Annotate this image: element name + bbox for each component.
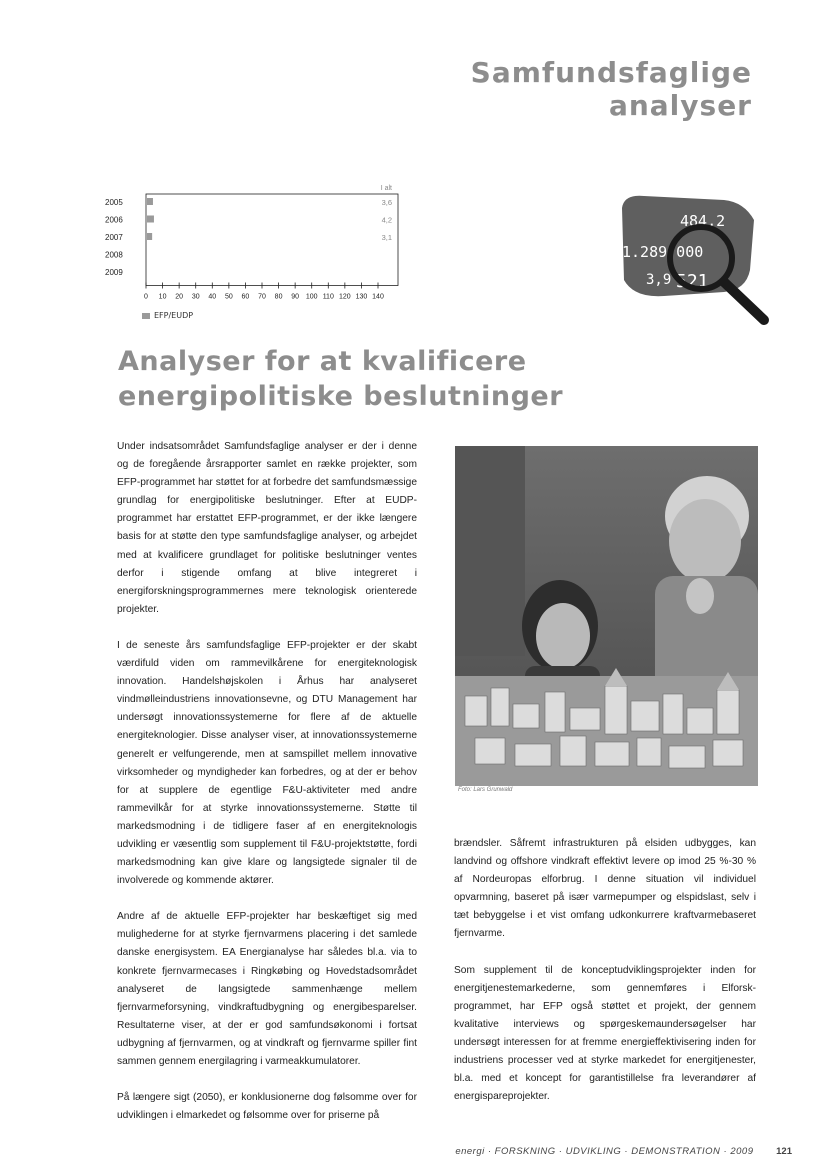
main-title-line1: Analyser for at kvalificere (118, 346, 527, 377)
legend-label: EFP/EUDP (154, 311, 194, 320)
stat-value-2: 1.289.000 (622, 243, 704, 261)
chart-column-header: I alt (380, 185, 392, 192)
main-title (118, 344, 563, 414)
chart-tick-label: 80 (274, 293, 283, 301)
photo-wall-left (455, 446, 525, 656)
chart-tick-label: 20 (175, 293, 184, 301)
chart-bar (147, 198, 153, 205)
section-title-line2: analyser (608, 89, 752, 122)
magnifier-svg (604, 180, 774, 330)
left-column (117, 438, 417, 1143)
page-footer (455, 1146, 792, 1157)
stat-value-1: 484,2 (680, 212, 726, 230)
chart-tick-label: 60 (241, 293, 250, 301)
chart-category-label: 2007 (105, 233, 123, 242)
right-column (454, 835, 756, 1124)
paragraph-1: Under indsatsområdet Samfundsfaglige analyser er der i denne og de foregående årsrapporter samlet en række projekter, som EFP-programmet har støttet for at forbedre det samfundsmæssige grundlag for energipolitiske beslutninger. Efter at EUDP-programmet har erstattet EFP-programmet, er der ikke længere basis for at støtte den type samfundsfaglige analyser, og arbejdet med at kvalificere grundlaget for politiske beslutninger ventes derfor i stigende omfang at blive integreret i energiforskningsprogrammernes mere teknologisk orienterede projekter. (117, 441, 417, 615)
stat-value-3: 3,9 (646, 272, 672, 288)
section-title (471, 56, 752, 122)
chart-legend (142, 311, 193, 320)
chart-value-label: 3,1 (381, 233, 392, 242)
chart-value-label: 3,6 (381, 198, 392, 207)
magnifier-handle-icon (724, 282, 764, 320)
chart-tick-label: 40 (208, 293, 217, 301)
chart-bar (147, 233, 152, 240)
legend-swatch (142, 313, 150, 319)
chart-category-label: 2009 (105, 268, 123, 277)
chart-tick-label: 140 (372, 293, 384, 301)
footer-publication: energi · FORSKNING · UDVIKLING · DEMONSTRATION · 2009 (455, 1146, 754, 1157)
chart-tick-label: 10 (158, 293, 167, 301)
chart-tick-label: 30 (191, 293, 200, 301)
main-title-line2: energipolitiske beslutninger (118, 381, 564, 412)
chart-tick-label: 130 (355, 293, 368, 301)
chart-tick-label: 90 (291, 293, 300, 301)
chart-tick-label: 50 (224, 293, 233, 301)
chart-bar (147, 216, 154, 223)
chart-category-label: 2008 (105, 250, 123, 260)
paragraph-6: Som supplement til de konceptudviklingsprojekter inden for energitjenestemarkederne, som gennemføres i Elforsk-programmet, har EFP også støttet et projekt, der gennem kvalitative interviews og spørgeskemaundersøgelser har undersøgt interessen for at fremme energieffektivisering inden for industriens processer ved at styrke markedet for energitjenester, bl.a. med et koncept for garantistillelse fra leverandører af energisparеprojekter. (454, 964, 756, 1103)
photo-children-model-city (455, 446, 758, 786)
paragraph-5: brændsler. Såfremt infrastrukturen på elsiden udbygges, kan landvind og offshore vindkraft effektivt levere op imod 25 %-30 % af Nordeuropas elforbrug. I denne situation vil individuel opvarmning, baseret på især varmepumper og elspidslast, selv i tæt bebyggelse i et vist omfang udkonkurrere kraftvarmebaseret fjernvarme. (454, 838, 756, 940)
chart-tick-label: 70 (258, 293, 266, 301)
page-number: 121 (776, 1146, 792, 1157)
paragraph-2: I de seneste års samfundsfaglige EFP-projekter er der skabt værdifuld viden om rammevilkårene for energiteknologisk innovation. Handelshøjskolen i Århus har analyseret vindmølleindustriens innovationsevne, og DTU Management har undersøgt innovationssystemerne for flere af de aktuelle energiteknologier. Disse analyser viser, at innovationssystemerne generelt er velfungerende, men at samspillet mellem innovative virksomheder og myndigheder kan forbedres, og at der er behov for at supplere de egentlige F&U-aktiviteter med andre rammevilkår for at styrke innovationssystemerne. Støtte til markedsmodning i de tidligere faser af en energiteknologis udvikling er væsentlig som supplement til F&U-projektstøtte, fordi markedsmodning kan give klare og langsigtede signaler til de involverede og kommende aktører. (117, 639, 417, 887)
chart-svg (105, 180, 415, 310)
chart-tick-label: 100 (305, 293, 318, 301)
chart-category-label: 2005 (105, 198, 123, 207)
chart-value-label: 4,2 (381, 215, 392, 225)
photo-svg (455, 446, 758, 786)
boy-face (669, 499, 741, 583)
photo-credit: Foto: Lars Grunwald (458, 787, 513, 793)
girl-face (536, 603, 590, 669)
boy-hand (686, 578, 714, 614)
section-title-line1: Samfundsfaglige (470, 56, 752, 89)
chart-tick-label: 110 (322, 293, 334, 301)
chart-category-label: 2006 (105, 215, 123, 225)
stats-magnifier-graphic (604, 180, 774, 330)
paragraph-3: Andre af de aktuelle EFP-projekter har beskæftiget sig med mulighederne for at styrke fjernvarmens placering i det samlede danske energisystem. EA Energianalyse har således bl.a. via to konkrete fjernvarmecases i Ringkøbing og Hovedstadsområdet analyseret de langsigtede sammenhænge mellem fjernvarmeforsyning, vindkraftudbygning og energibesparelser. Resultaterne viser, at der er god samfundsøkonomi i fortsat udbygning af fjernvarmen, og at vindkraft og fjernvarme spiller fint sammen gennem energilagring i varmeakkumulatorer. (117, 911, 417, 1067)
stat-value-4: 521 (676, 271, 709, 292)
chart-tick-label: 0 (144, 293, 148, 301)
funding-chart (105, 180, 415, 330)
chart-frame (146, 194, 398, 286)
chart-tick-label: 120 (339, 293, 351, 301)
paragraph-4: På længere sigt (2050), er konklusionerne dog følsomme over for udviklingen i elmarkedet og følsomme over for priserne på (117, 1092, 417, 1122)
